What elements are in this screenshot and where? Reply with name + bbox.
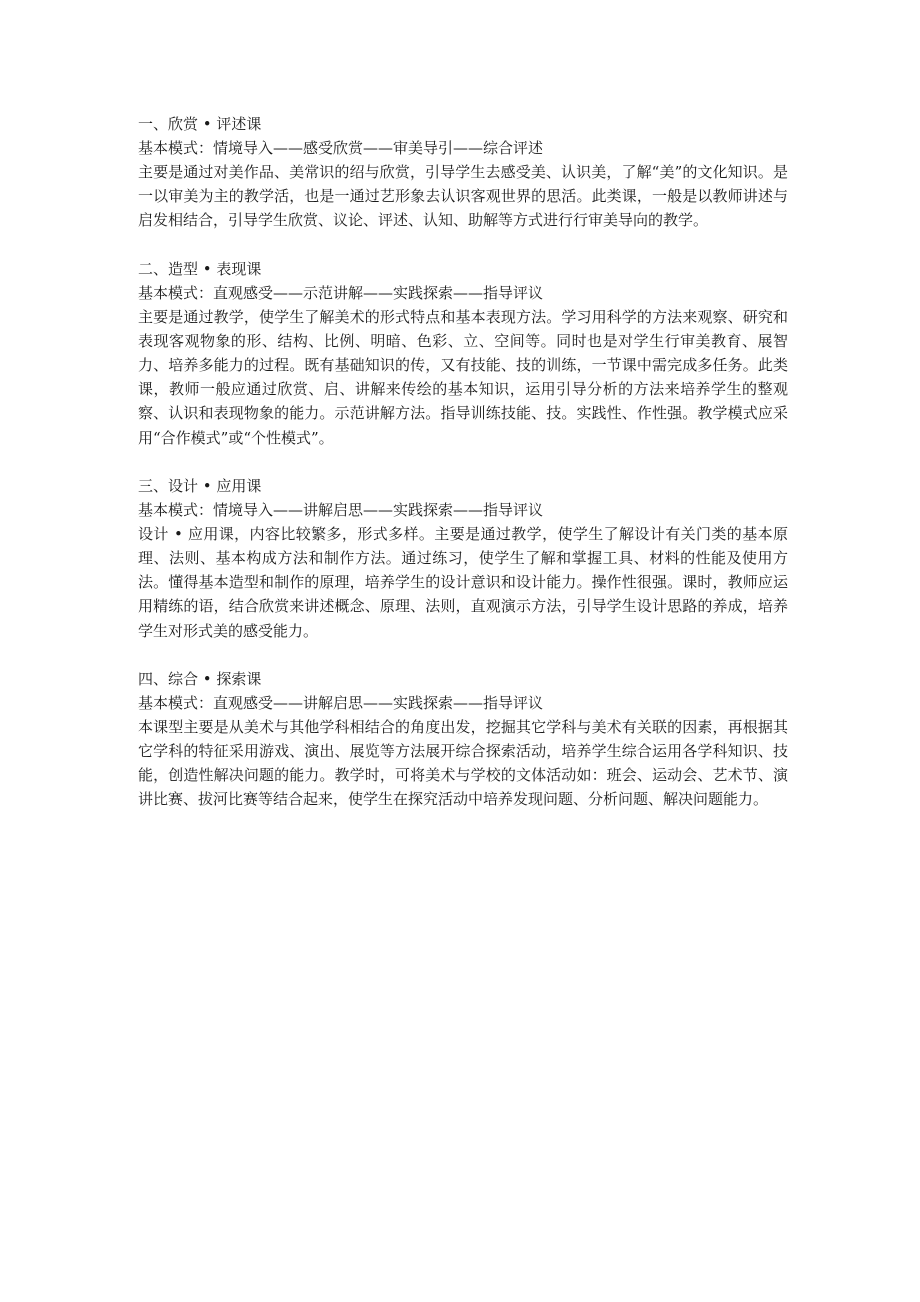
- section-mode: 基本模式：直观感受——讲解启思——实践探索——指导评议: [138, 693, 544, 712]
- section-mode: 基本模式：情境导入——感受欣赏——审美导引——综合评述: [138, 139, 544, 157]
- section-body: 主要是通过教学，使学生了解美术的形式特点和基本表现方法。学习用科学的方法来观察、研究和表现客观物象的形、结构、比例、明暗、色彩、立、空间等。同时也是对学生行审美教育、展智力、培养多能力的过程。既有基础知识的传，又有技能、技的训练，一节课中需完成多任务。此类课，教师一般应通过欣赏、启、讲解来传绘的基本知识，运用引导分析的方法来培养学生的整观察、认识和表现物象的能力。示范讲解方法。指导训练技能、技。实践性、作性强。教学模式应采用“合作模式”或“个性模式”。: [138, 307, 788, 447]
- section-heading: 三、设计 • 应用课: [138, 476, 262, 495]
- section-modeling: [138, 257, 788, 450]
- section-mode: 基本模式：情境导入——讲解启思——实践探索——指导评议: [138, 500, 544, 519]
- section-design: [138, 474, 788, 643]
- section-comprehensive: [138, 667, 788, 812]
- section-body: 设计 • 应用课，内容比较繁多，形式多样。主要是通过教学，使学生了解设计有关门类的基本原理、法则、基本构成方法和制作方法。通过练习，使学生了解和掌握工具、材料的性能及使用方法。懂得基本造型和制作的原理，培养学生的设计意识和设计能力。操作性很强。课时，教师应运用精练的语，结合欣赏来讲述概念、原理、法则，直观演示方法，引导学生设计思路的养成，培养学生对形式美的感受能力。: [138, 524, 788, 640]
- section-heading: 二、造型 • 表现课: [138, 259, 262, 278]
- section-appreciation: [138, 112, 788, 233]
- section-heading: 四、综合 • 探索课: [138, 669, 262, 688]
- section-body: 本课型主要是从美术与其他学科相结合的角度出发，挖掘其它学科与美术有关联的因素，再根据其它学科的特征采用游戏、演出、展览等方法展开综合探索活动，培养学生综合运用各学科知识、技能，创造性解决问题的能力。教学时，可将美术与学校的文体活动如：班会、运动会、艺术节、演讲比赛、拔河比赛等结合起来，使学生在探究活动中培养发现问题、分析问题、解决问题能力。: [138, 717, 788, 809]
- section-body: 主要是通过对美作品、美常识的绍与欣赏，引导学生去感受美、认识美，了解“美”的文化知识。是一以审美为主的教学活，也是一通过艺形象去认识客观世界的思活。此类课，一般是以教师讲述与启发相结合，引导学生欣赏、议论、评述、认知、助解等方式进行行审美导向的教学。: [138, 163, 788, 230]
- section-heading: 一、欣赏 • 评述课: [138, 115, 262, 133]
- document-page: [138, 112, 788, 836]
- section-mode: 基本模式：直观感受——示范讲解——实践探索——指导评议: [138, 283, 544, 302]
